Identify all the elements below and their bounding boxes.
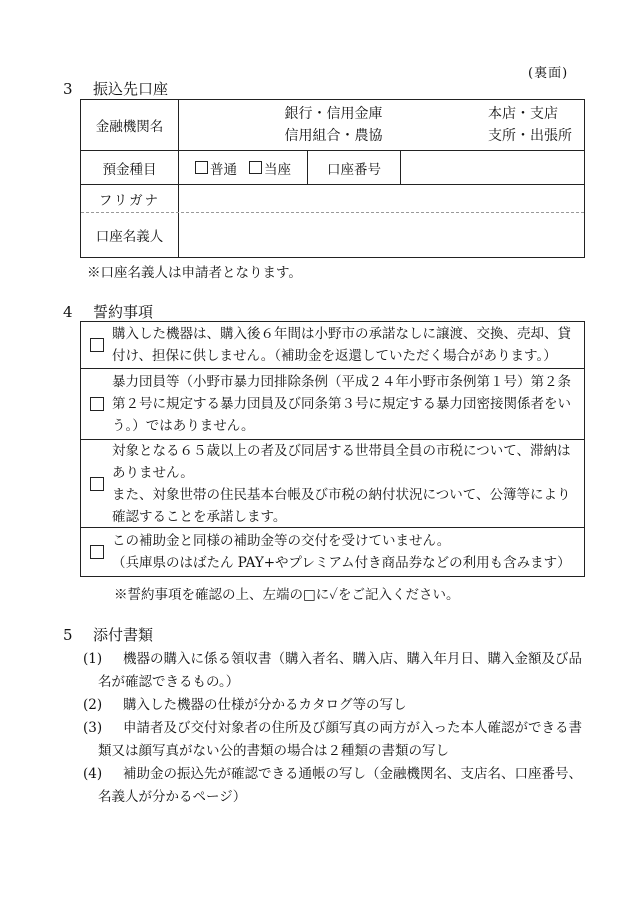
pledge-text-line: う。）ではありません。 [112,418,255,434]
checkbox-touza[interactable] [249,161,262,174]
section-title: 振込先口座 [93,80,169,98]
section-title: 添付書類 [93,626,154,644]
attachment-item-text: 名義人が分かるページ） [98,789,247,805]
account-number-input-cell[interactable] [401,151,584,184]
pledge-table [80,321,585,577]
pledge-text-line: この補助金と同様の補助金等の交付を受けていません。 [112,533,451,549]
financial-institution-row [81,100,584,150]
pledge-text-line: 付け、担保に供しません。（補助金を返還していただく場合があります。） [112,348,557,364]
pledge-checkbox-cell [81,338,112,352]
attachment-item-text: 購入した機器の仕様が分かるカタログ等の写し [123,697,407,713]
deposit-option-futsuu [195,158,237,178]
checkbox-futsuu[interactable] [195,161,208,174]
section-number: 5 [63,626,73,644]
account-holder-input-cell[interactable] [179,213,584,257]
pledge-text-line: 対象となる６５歳以上の者及び同居する世帯員全員の市税について、滞納は [112,442,571,459]
pledge-text-line: また、対象世帯の住民基本台帳及び市税の納付状況について、公簿等により [112,486,571,503]
account-holder-note: ※口座名義人は申請者となります。 [87,265,302,281]
furigana-label: フリガナ [81,185,179,212]
section-number: 4 [63,303,73,321]
attachment-item-marker: (2) [83,697,103,713]
section-heading-transfer-account [63,78,168,99]
transfer-account-table [80,99,585,258]
section-number: 3 [63,80,73,98]
page-side-label: (裏面) [528,66,569,81]
pledge-row [81,527,584,576]
pledge-checkbox[interactable] [90,338,104,352]
deposit-type-row [81,150,584,184]
attachment-item-text: 機器の購入に係る領収書（購入者名、購入店、購入年月日、購入金額及び品 [123,651,582,667]
attachment-item-text: 申請者及び交付対象者の住所及び顔写真の両方が入った本人確認ができる書 [123,720,582,736]
furigana-row [81,184,584,212]
pledge-row [81,322,584,368]
deposit-type-label: 預金種目 [81,151,179,184]
account-number-label: 口座番号 [308,151,401,184]
pledge-checkbox-cell [81,477,112,491]
attachment-item [83,763,582,786]
bank-type-line2: 信用組合・農協 [284,128,383,144]
pledge-checkbox-cell [81,397,112,411]
pledge-row [81,368,584,439]
pledge-text-line: 購入した機器は、購入後６年間は小野市の承諾なしに譲渡、交換、売却、貸 [112,326,571,342]
pledge-text-line: （兵庫県のはばたん PAY+やプレミアム付き商品券などの利用も含みます） [112,555,571,571]
section-title: 誓約事項 [93,303,154,321]
attachment-item [83,648,582,671]
section-heading-attachments [63,624,153,645]
deposit-option-label: 普通 [210,161,237,178]
pledge-text [112,323,584,367]
attachment-item-marker: (3) [83,720,103,736]
financial-institution-input-cell[interactable] [179,100,584,150]
pledge-text [112,371,584,437]
pledge-text [112,530,584,574]
branch-type-line2: 支所・出張所 [488,128,572,144]
attachment-list [83,648,582,809]
attachment-item-text: 補助金の振込先が確認できる通帳の写し（金融機関名、支店名、口座番号、 [123,766,582,782]
pledge-row [81,439,584,527]
attachment-item-marker: (4) [83,766,103,782]
bank-type-line1: 銀行・信用金庫 [284,106,383,122]
deposit-type-options-cell [179,151,308,184]
furigana-input-cell[interactable] [179,185,584,212]
deposit-option-touza [249,158,291,178]
pledge-checkbox-cell [81,545,112,559]
attachment-item [83,694,582,717]
attachment-item-text: 名が確認できるもの。） [98,674,240,690]
account-holder-row [81,212,584,257]
pledge-text [112,440,584,528]
pledge-text-line: 確認することを承諾します。 [112,508,287,525]
attachment-item-marker: (1) [83,651,103,667]
pledge-checkbox[interactable] [90,397,104,411]
pledge-checkbox[interactable] [90,477,104,491]
branch-type-line1: 本店・支店 [488,106,558,122]
pledge-text-line: 第２号に規定する暴力団員及び同条第３号に規定する暴力団密接関係者をい [112,396,571,412]
pledge-text-line: ありません。 [112,464,194,481]
pledge-checkbox[interactable] [90,545,104,559]
pledge-text-line: 暴力団員等（小野市暴力団排除条例（平成２４年小野市条例第１号）第２条 [112,374,571,390]
bank-type-options [179,103,488,147]
financial-institution-label: 金融機関名 [81,100,179,150]
section-heading-pledges [63,301,153,322]
pledge-check-note: ※誓約事項を確認の上、左端の□に✓をご記入ください。 [114,587,460,603]
attachment-item-text: 類又は顔写真がない公的書類の場合は２種類の書類の写し [98,743,449,759]
branch-type-options [488,103,584,147]
attachment-item [83,717,582,740]
account-holder-label: 口座名義人 [81,213,179,257]
deposit-option-label: 当座 [264,161,291,178]
